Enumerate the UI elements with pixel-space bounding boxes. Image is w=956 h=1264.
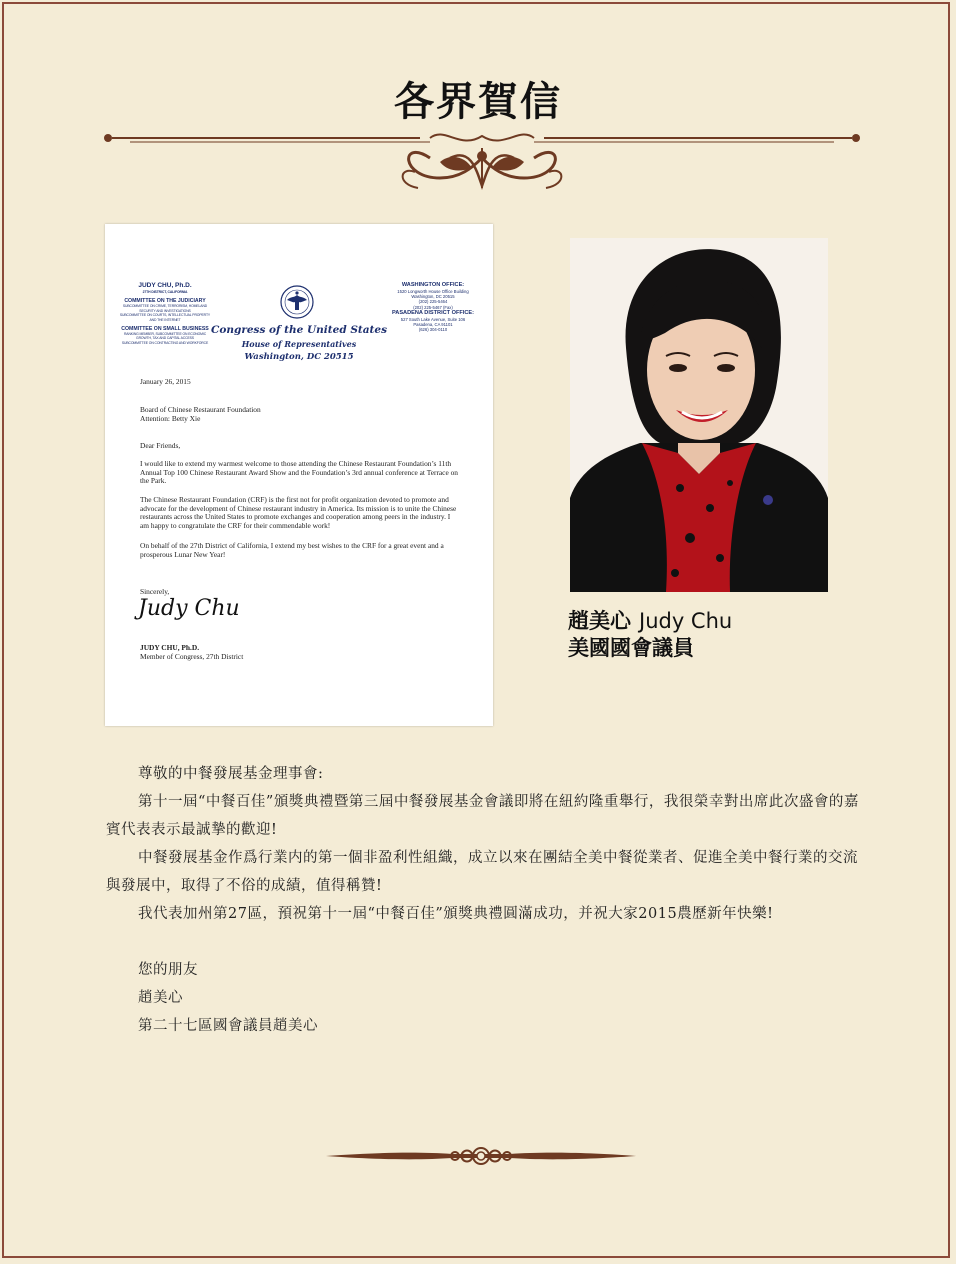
letter-closing: Sincerely, bbox=[140, 587, 170, 596]
chinese-paragraph-1: 第十一屆“中餐百佳”頒獎典禮暨第三屆中餐發展基金會議即將在紐約隆重舉行，我很榮幸對出席此次盛會的嘉賓代表表示最誠摯的歡迎! bbox=[106, 794, 859, 838]
letterhead-left bbox=[119, 282, 211, 345]
caption-name-cn: 趙美心 bbox=[568, 609, 631, 633]
letter-paragraph-3: On behalf of the 27th District of California, I extend my best wishes to the CRF for a great event and a prosperous Lunar New Year! bbox=[140, 541, 444, 559]
washington-line: (202) 225-5467 (Fax) bbox=[413, 304, 453, 310]
subcommittee-3: RANKING MEMBER, SUBCOMMITTEE ON ECONOMIC GROWTH, TAX AND CAPITAL ACCESS bbox=[123, 332, 207, 341]
letterhead-member-name: JUDY CHU, Ph.D. bbox=[138, 282, 192, 289]
letter-attention: Attention: Betty Xie bbox=[140, 414, 201, 423]
pasadena-line: (626) 304-0110 bbox=[418, 327, 448, 333]
caption-title: 美國國會議員 bbox=[568, 636, 694, 660]
pasadena-line: 527 South Lake Avenue, Suite 106 bbox=[400, 316, 466, 322]
letterhead-congress: Congress of the United States bbox=[210, 324, 387, 336]
caption-name-en: Judy Chu bbox=[639, 609, 733, 633]
committee-judiciary: COMMITTEE ON THE JUDICIARY bbox=[124, 298, 206, 305]
chinese-paragraph-3: 我代表加州第27區，預祝第十一屆“中餐百佳”頒獎典禮圓滿成功，并祝大家2015農歷新年快樂! bbox=[138, 906, 774, 922]
letter-paragraph-1: I would like to extend my warmest welcome to those attending the Chinese Restaurant Foundation’s 11th Annual Top 100 Chinese Restaurant Award Show and the Foundation’s 3rd annual conference at Terrace on the Park. bbox=[140, 459, 458, 486]
letterhead-washington: Washington, DC 20515 bbox=[244, 352, 354, 362]
chinese-paragraph-2: 中餐發展基金作爲行業内的第一個非盈利性組織，成立以來在團結全美中餐從業者、促進全美中餐行業的交流與發展中，取得了不俗的成績，值得稱贊! bbox=[106, 850, 858, 894]
ornamental-divider-top bbox=[100, 128, 864, 194]
handwritten-signature: Judy Chu bbox=[138, 596, 240, 621]
letterhead-center bbox=[205, 324, 393, 362]
washington-line: 1520 Longworth House Office Building bbox=[397, 289, 469, 294]
letter-recipient: Board of Chinese Restaurant Foundation bbox=[140, 405, 261, 414]
washington-line: Washington, DC 20515 bbox=[411, 294, 455, 300]
letter-date: January 26, 2015 bbox=[140, 377, 191, 386]
portrait-photo bbox=[570, 238, 828, 592]
washington-office-heading: WASHINGTON OFFICE: bbox=[401, 282, 465, 288]
letterhead-right bbox=[381, 282, 485, 332]
washington-line: (202) 225-5464 bbox=[418, 299, 448, 305]
chinese-sign-name: 趙美心 bbox=[138, 990, 183, 1006]
committee-small-business: COMMITTEE ON SMALL BUSINESS bbox=[121, 326, 209, 333]
letterhead-district: 27TH DISTRICT, CALIFORNIA bbox=[142, 290, 188, 294]
photo-caption bbox=[568, 608, 732, 662]
chinese-letter bbox=[106, 760, 862, 1040]
chinese-greeting: 尊敬的中餐發展基金理事會: bbox=[138, 766, 324, 782]
ornamental-divider-bottom bbox=[322, 1140, 640, 1172]
congress-letter bbox=[105, 224, 493, 726]
chinese-sign-title: 第二十七區國會議員趙美心 bbox=[138, 1018, 318, 1034]
subcommittee-1: SUBCOMMITTEE ON CRIME, TERRORISM, HOMELAND SECURITY AND INVESTIGATIONS bbox=[122, 304, 208, 313]
pasadena-office-heading: PASADENA DISTRICT OFFICE: bbox=[391, 309, 475, 316]
chinese-sign-friend: 您的朋友 bbox=[138, 962, 198, 978]
letter-paragraph-2: The Chinese Restaurant Foundation (CRF) is the first not for profit organization devoted to promote and advocate for the development of Chinese restaurant industry in America. Its mission is to unite the Chinese restaurants across the United States to promote exchanges and cooperation among peers in the industry. I am happy to congratulate the CRF for their commendable work! bbox=[140, 495, 457, 530]
letter-signer-name: JUDY CHU, Ph.D. bbox=[140, 643, 200, 652]
subcommittee-2: SUBCOMMITTEE ON COURTS, INTELLECTUAL PROPERTY AND THE INTERNET bbox=[119, 313, 211, 322]
letter-salutation: Dear Friends, bbox=[140, 441, 181, 450]
letterhead-house: House of Representatives bbox=[241, 339, 357, 349]
pasadena-line: Pasadena, CA 91101 bbox=[413, 322, 453, 328]
house-seal-icon bbox=[279, 284, 315, 320]
letter-signer-title: Member of Congress, 27th District bbox=[140, 652, 244, 661]
subcommittee-4: SUBCOMMITTEE ON CONTRACTING AND WORKFORCE bbox=[121, 340, 209, 345]
page-title: 各界賀信 bbox=[394, 79, 562, 125]
